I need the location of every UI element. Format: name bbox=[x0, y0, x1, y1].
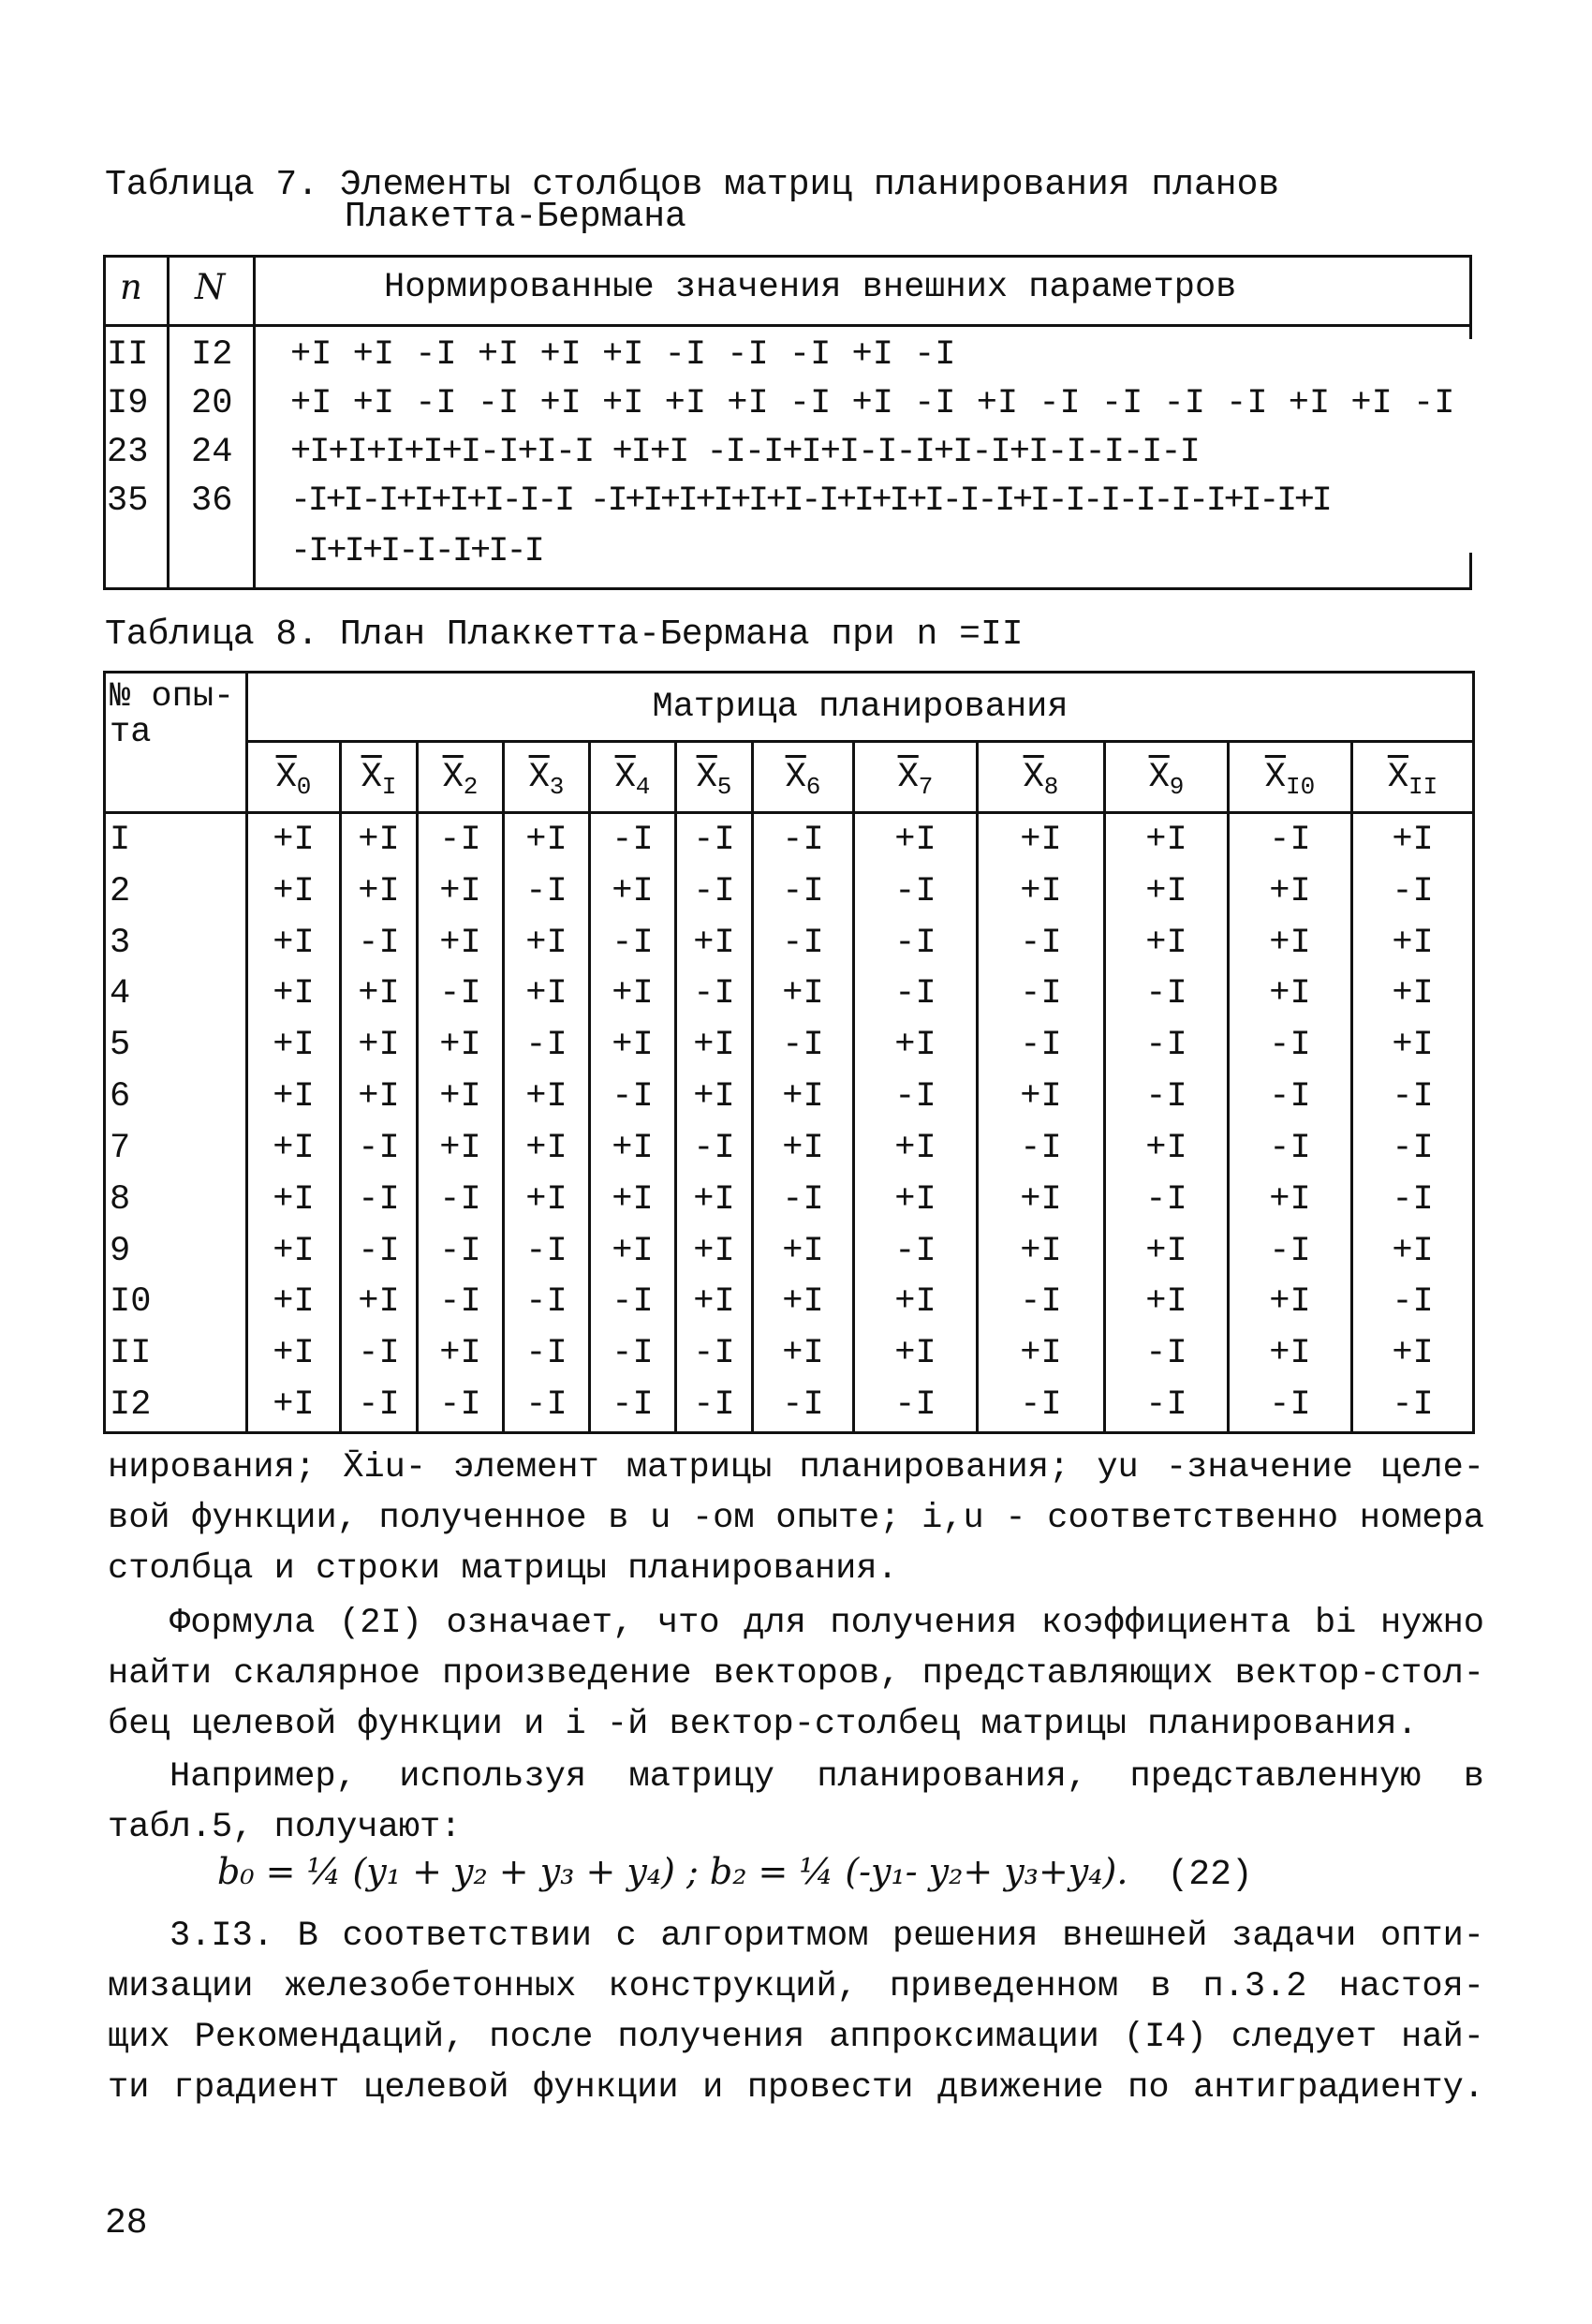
matrix-cell: +I bbox=[1352, 969, 1474, 1020]
matrix-cell: -I bbox=[590, 1328, 676, 1380]
matrix-cell: -I bbox=[590, 813, 676, 866]
table7-row-n: 23 bbox=[107, 433, 149, 472]
table-row bbox=[105, 1020, 1474, 1072]
matrix-cell: +I bbox=[676, 1174, 753, 1225]
matrix-cell: +I bbox=[504, 813, 590, 866]
matrix-cell: +I bbox=[854, 1174, 978, 1225]
matrix-cell: -I bbox=[1105, 1380, 1229, 1433]
matrix-cell: +I bbox=[676, 1225, 753, 1277]
column-header-subscript: 7 bbox=[918, 772, 934, 801]
matrix-cell: -I bbox=[1229, 1380, 1352, 1433]
column-header-symbol: $\overline{X}$ bbox=[528, 757, 550, 797]
matrix-cell: +I bbox=[247, 1380, 341, 1433]
table7-row-values: -I+I-I+I+I+I-I-I -I+I+I+I+I+I-I+I+I+I-I-I+I-I-I-I-I-I+I-I+I bbox=[290, 481, 1330, 521]
matrix-cell: +I bbox=[1105, 917, 1229, 969]
matrix-cell: +I bbox=[676, 1277, 753, 1328]
matrix-cell: -I bbox=[341, 1225, 418, 1277]
matrix-cell: -I bbox=[341, 917, 418, 969]
matrix-cell: +I bbox=[247, 917, 341, 969]
text-line: нирования; X̄iu- элемент матрицы планирования; yu -значение целе- bbox=[108, 1448, 1484, 1488]
experiment-number: I bbox=[105, 813, 247, 866]
matrix-cell: +I bbox=[247, 1225, 341, 1277]
matrix-cell: +I bbox=[247, 1122, 341, 1174]
text-line: ти градиент целевой функции и провести движение по антиградиенту. bbox=[108, 2068, 1484, 2108]
table7 bbox=[103, 255, 1472, 590]
matrix-cell: +I bbox=[418, 1122, 504, 1174]
matrix-cell: +I bbox=[1352, 1328, 1474, 1380]
matrix-cell: +I bbox=[590, 1174, 676, 1225]
matrix-cell: +I bbox=[1352, 813, 1474, 866]
matrix-cell: -I bbox=[753, 1174, 854, 1225]
matrix-cell: -I bbox=[978, 969, 1105, 1020]
text-line: 3.I3. В соответствии с алгоритмом решения внешней задачи опти- bbox=[170, 1917, 1484, 1956]
paragraph-3-13 bbox=[108, 1911, 1484, 2113]
matrix-cell: +I bbox=[418, 866, 504, 917]
experiment-number: 8 bbox=[105, 1174, 247, 1225]
experiment-number: 9 bbox=[105, 1225, 247, 1277]
column-header-symbol: $\overline{X}$ bbox=[696, 757, 717, 797]
column-header-subscript: 9 bbox=[1169, 772, 1185, 801]
experiment-number: 6 bbox=[105, 1072, 247, 1123]
paragraph-formula-21 bbox=[108, 1598, 1484, 1750]
table7-row-N: 20 bbox=[191, 384, 233, 423]
matrix-cell: -I bbox=[1352, 1277, 1474, 1328]
matrix-cell: -I bbox=[676, 866, 753, 917]
table8 bbox=[103, 671, 1472, 1434]
matrix-cell: -I bbox=[753, 917, 854, 969]
matrix-cell: +I bbox=[418, 1072, 504, 1123]
matrix-cell: -I bbox=[978, 917, 1105, 969]
matrix-cell: +I bbox=[590, 969, 676, 1020]
matrix-cell: -I bbox=[418, 1380, 504, 1433]
matrix-cell: -I bbox=[854, 969, 978, 1020]
text-line: найти скалярное произведение векторов, представляющих вектор-стол- bbox=[108, 1654, 1484, 1694]
matrix-cell: -I bbox=[504, 1225, 590, 1277]
table7-header-values: Нормированные значения внешних параметров bbox=[384, 268, 1237, 307]
matrix-cell: +I bbox=[341, 969, 418, 1020]
matrix-cell: -I bbox=[418, 813, 504, 866]
experiment-number: 5 bbox=[105, 1020, 247, 1072]
matrix-cell: -I bbox=[1105, 1328, 1229, 1380]
table7-row-values: +I+I+I+I+I-I+I-I +I+I -I-I+I+I-I-I+I-I+I-I-I-I-I bbox=[290, 433, 1199, 472]
matrix-cell: -I bbox=[1352, 1072, 1474, 1123]
matrix-cell: -I bbox=[418, 969, 504, 1020]
matrix-cell: +I bbox=[854, 1277, 978, 1328]
matrix-cell: +I bbox=[1105, 1122, 1229, 1174]
matrix-cell: +I bbox=[1352, 917, 1474, 969]
text-line: Например, используя матрицу планирования, представленную в bbox=[170, 1757, 1484, 1797]
experiment-number: I2 bbox=[105, 1380, 247, 1433]
matrix-cell: -I bbox=[504, 1380, 590, 1433]
matrix-cell: +I bbox=[753, 1328, 854, 1380]
matrix-cell: -I bbox=[590, 1277, 676, 1328]
column-header-subscript: II bbox=[1408, 772, 1438, 801]
matrix-cell: -I bbox=[978, 1380, 1105, 1433]
paragraph-example bbox=[108, 1752, 1484, 1853]
table8-column-header bbox=[418, 742, 504, 813]
table8-column-header bbox=[1229, 742, 1352, 813]
matrix-cell: +I bbox=[1229, 917, 1352, 969]
text-line: табл.5, получают: bbox=[108, 1808, 462, 1847]
column-header-symbol: $\overline{X}$ bbox=[1023, 757, 1044, 797]
matrix-cell: +I bbox=[753, 1122, 854, 1174]
column-header-subscript: I bbox=[381, 772, 397, 801]
matrix-cell: +I bbox=[247, 1328, 341, 1380]
matrix-cell: +I bbox=[247, 1020, 341, 1072]
matrix-cell: +I bbox=[854, 1020, 978, 1072]
column-header-symbol: $\overline{X}$ bbox=[275, 757, 297, 797]
table-row bbox=[105, 866, 1474, 917]
matrix-cell: -I bbox=[1352, 866, 1474, 917]
text-line: вой функции, полученное в u -ом опыте; i,u - соответственно номера bbox=[108, 1499, 1484, 1538]
table7-row-values-continued: -I+I+I-I-I+I-I bbox=[290, 532, 542, 571]
matrix-cell: -I bbox=[676, 1380, 753, 1433]
matrix-cell: +I bbox=[676, 1020, 753, 1072]
matrix-cell: +I bbox=[590, 1020, 676, 1072]
table8-column-header bbox=[676, 742, 753, 813]
matrix-cell: +I bbox=[341, 1020, 418, 1072]
column-header-subscript: 2 bbox=[463, 772, 479, 801]
matrix-cell: -I bbox=[676, 1122, 753, 1174]
matrix-cell: -I bbox=[1229, 1020, 1352, 1072]
matrix-cell: -I bbox=[1105, 969, 1229, 1020]
column-header-symbol: $\overline{X}$ bbox=[1387, 757, 1409, 797]
table-row bbox=[105, 917, 1474, 969]
matrix-cell: +I bbox=[753, 1225, 854, 1277]
table7-row-N: I2 bbox=[191, 335, 233, 375]
table8-column-header bbox=[341, 742, 418, 813]
matrix-cell: +I bbox=[753, 1072, 854, 1123]
matrix-cell: +I bbox=[504, 1174, 590, 1225]
experiment-number: 3 bbox=[105, 917, 247, 969]
column-header-symbol: $\overline{X}$ bbox=[361, 757, 382, 797]
matrix-cell: -I bbox=[1105, 1174, 1229, 1225]
column-header-symbol: $\overline{X}$ bbox=[1264, 757, 1286, 797]
matrix-cell: -I bbox=[504, 866, 590, 917]
table8-column-header bbox=[1105, 742, 1229, 813]
table7-caption-line2: Плакетта-Бермана bbox=[345, 197, 686, 237]
table8-column-header bbox=[1352, 742, 1474, 813]
table7-caption-line1: Таблица 7. Элементы столбцов матриц планирования планов bbox=[105, 165, 1280, 205]
table-row bbox=[105, 1174, 1474, 1225]
matrix-cell: -I bbox=[590, 1072, 676, 1123]
table8-caption: Таблица 8. План Плаккетта-Бермана при n =II bbox=[105, 614, 1024, 655]
table7-row-N: 36 bbox=[191, 481, 233, 521]
matrix-cell: -I bbox=[1229, 1225, 1352, 1277]
matrix-cell: +I bbox=[978, 866, 1105, 917]
matrix-cell: +I bbox=[418, 1328, 504, 1380]
matrix-cell: -I bbox=[854, 1225, 978, 1277]
experiment-number: I0 bbox=[105, 1277, 247, 1328]
table7-row-values: +I +I -I +I +I +I -I -I -I +I -I bbox=[290, 335, 956, 375]
matrix-cell: +I bbox=[341, 866, 418, 917]
matrix-cell: -I bbox=[418, 1174, 504, 1225]
column-header-subscript: 5 bbox=[716, 772, 732, 801]
matrix-cell: -I bbox=[418, 1225, 504, 1277]
matrix-cell: -I bbox=[341, 1174, 418, 1225]
matrix-cell: +I bbox=[1229, 969, 1352, 1020]
matrix-cell: -I bbox=[1105, 1020, 1229, 1072]
matrix-cell: +I bbox=[854, 813, 978, 866]
matrix-cell: +I bbox=[341, 1072, 418, 1123]
matrix-cell: +I bbox=[247, 813, 341, 866]
matrix-cell: +I bbox=[1229, 1277, 1352, 1328]
matrix-cell: +I bbox=[418, 1020, 504, 1072]
matrix-cell: +I bbox=[676, 1072, 753, 1123]
matrix-cell: +I bbox=[1229, 866, 1352, 917]
text-line: мизации железобетонных конструкций, приведенном в п.3.2 настоя- bbox=[108, 1967, 1484, 2006]
matrix-cell: -I bbox=[753, 1380, 854, 1433]
matrix-cell: -I bbox=[1352, 1380, 1474, 1433]
experiment-number: 7 bbox=[105, 1122, 247, 1174]
matrix-cell: +I bbox=[590, 1122, 676, 1174]
matrix-cell: -I bbox=[854, 917, 978, 969]
table-row bbox=[105, 813, 1474, 866]
matrix-cell: +I bbox=[247, 866, 341, 917]
matrix-cell: +I bbox=[247, 1277, 341, 1328]
matrix-cell: +I bbox=[978, 1174, 1105, 1225]
table7-row-N: 24 bbox=[191, 433, 233, 472]
table-row bbox=[105, 1328, 1474, 1380]
matrix-cell: +I bbox=[854, 1122, 978, 1174]
column-header-symbol: $\overline{X}$ bbox=[785, 757, 806, 797]
table8-column-header bbox=[854, 742, 978, 813]
matrix-cell: -I bbox=[1229, 1122, 1352, 1174]
matrix-cell: -I bbox=[341, 1328, 418, 1380]
matrix-cell: +I bbox=[247, 969, 341, 1020]
matrix-cell: +I bbox=[504, 969, 590, 1020]
matrix-cell: -I bbox=[978, 1122, 1105, 1174]
column-header-subscript: 3 bbox=[549, 772, 565, 801]
table8-column-header bbox=[504, 742, 590, 813]
matrix-cell: +I bbox=[978, 813, 1105, 866]
matrix-cell: -I bbox=[753, 1020, 854, 1072]
matrix-cell: +I bbox=[1352, 1020, 1474, 1072]
matrix-cell: -I bbox=[590, 1380, 676, 1433]
matrix-cell: +I bbox=[1105, 813, 1229, 866]
matrix-cell: +I bbox=[504, 1072, 590, 1123]
matrix-cell: -I bbox=[504, 1020, 590, 1072]
experiment-number: 2 bbox=[105, 866, 247, 917]
matrix-cell: -I bbox=[1352, 1122, 1474, 1174]
table8-column-header bbox=[753, 742, 854, 813]
table7-row-n: II bbox=[107, 335, 149, 375]
matrix-cell: +I bbox=[341, 813, 418, 866]
matrix-cell: +I bbox=[247, 1174, 341, 1225]
table-row bbox=[105, 1225, 1474, 1277]
matrix-cell: +I bbox=[504, 1122, 590, 1174]
text-line: щих Рекомендаций, после получения аппроксимации (I4) следует най- bbox=[108, 2018, 1484, 2057]
column-header-symbol: $\overline{X}$ bbox=[442, 757, 464, 797]
column-header-symbol: $\overline{X}$ bbox=[614, 757, 636, 797]
table8-header-experiment: № опы-та bbox=[105, 673, 247, 813]
text-line: столбца и строки матрицы планирования. bbox=[108, 1549, 898, 1589]
paragraph-definitions bbox=[108, 1443, 1484, 1594]
formula-number: (22) bbox=[1167, 1855, 1253, 1895]
table-row bbox=[105, 1380, 1474, 1433]
matrix-cell: +I bbox=[1229, 1328, 1352, 1380]
matrix-cell: -I bbox=[1352, 1174, 1474, 1225]
matrix-cell: -I bbox=[590, 917, 676, 969]
matrix-cell: +I bbox=[1105, 1225, 1229, 1277]
matrix-cell: +I bbox=[590, 1225, 676, 1277]
table7-header-n: n bbox=[120, 267, 142, 307]
table8-column-header bbox=[590, 742, 676, 813]
matrix-cell: -I bbox=[418, 1277, 504, 1328]
matrix-cell: -I bbox=[854, 866, 978, 917]
matrix-cell: -I bbox=[1229, 813, 1352, 866]
matrix-cell: -I bbox=[341, 1380, 418, 1433]
table7-row-n: I9 bbox=[107, 384, 149, 423]
matrix-cell: +I bbox=[978, 1225, 1105, 1277]
matrix-cell: +I bbox=[504, 917, 590, 969]
column-header-subscript: 6 bbox=[805, 772, 821, 801]
matrix-cell: +I bbox=[418, 917, 504, 969]
table7-row-n: 35 bbox=[107, 481, 149, 521]
matrix-cell: +I bbox=[1229, 1174, 1352, 1225]
matrix-cell: +I bbox=[978, 1328, 1105, 1380]
table-row bbox=[105, 1277, 1474, 1328]
matrix-cell: -I bbox=[676, 813, 753, 866]
matrix-cell: +I bbox=[676, 917, 753, 969]
matrix-cell: -I bbox=[676, 969, 753, 1020]
text-line: Формула (2I) означает, что для получения коэффициента bi нужно bbox=[170, 1604, 1484, 1643]
table7-header-N: N bbox=[195, 267, 226, 307]
table-row bbox=[105, 1072, 1474, 1123]
experiment-number: 4 bbox=[105, 969, 247, 1020]
column-header-subscript: I0 bbox=[1286, 772, 1316, 801]
table8-column-header bbox=[247, 742, 341, 813]
table-row bbox=[105, 1122, 1474, 1174]
matrix-cell: +I bbox=[341, 1277, 418, 1328]
matrix-cell: -I bbox=[504, 1277, 590, 1328]
table8-header-matrix: Матрица планирования bbox=[247, 673, 1474, 742]
column-header-subscript: 4 bbox=[635, 772, 651, 801]
column-header-symbol: $\overline{X}$ bbox=[1148, 757, 1170, 797]
page-number: 28 bbox=[105, 2203, 148, 2243]
matrix-cell: -I bbox=[753, 866, 854, 917]
matrix-cell: -I bbox=[854, 1072, 978, 1123]
formula-22 bbox=[217, 1851, 1253, 1895]
matrix-cell: -I bbox=[341, 1122, 418, 1174]
table-row bbox=[105, 969, 1474, 1020]
matrix-cell: +I bbox=[978, 1072, 1105, 1123]
matrix-cell: -I bbox=[1105, 1072, 1229, 1123]
column-header-subscript: 8 bbox=[1043, 772, 1059, 801]
table7-row-values: +I +I -I -I +I +I +I +I -I +I -I +I -I -I -I -I +I +I -I bbox=[290, 384, 1455, 423]
matrix-cell: +I bbox=[854, 1328, 978, 1380]
matrix-cell: -I bbox=[1229, 1072, 1352, 1123]
matrix-cell: +I bbox=[753, 1277, 854, 1328]
matrix-cell: +I bbox=[590, 866, 676, 917]
experiment-number: II bbox=[105, 1328, 247, 1380]
matrix-cell: +I bbox=[1352, 1225, 1474, 1277]
matrix-cell: +I bbox=[1105, 866, 1229, 917]
matrix-cell: -I bbox=[854, 1380, 978, 1433]
matrix-cell: -I bbox=[504, 1328, 590, 1380]
matrix-cell: -I bbox=[676, 1328, 753, 1380]
column-header-subscript: 0 bbox=[296, 772, 312, 801]
matrix-cell: +I bbox=[753, 969, 854, 1020]
matrix-cell: -I bbox=[753, 813, 854, 866]
matrix-cell: +I bbox=[247, 1072, 341, 1123]
column-header-symbol: $\overline{X}$ bbox=[897, 757, 919, 797]
matrix-cell: +I bbox=[1105, 1277, 1229, 1328]
formula-expression: b₀ = ¼ (y₁ + y₂ + y₃ + y₄) ; b₂ = ¼ (-y₁- y₂+ y₃+y₄). bbox=[217, 1851, 1128, 1892]
text-line: бец целевой функции и i -й вектор-столбец матрицы планирования. bbox=[108, 1705, 1418, 1744]
matrix-cell: -I bbox=[978, 1277, 1105, 1328]
table8-column-header bbox=[978, 742, 1105, 813]
matrix-cell: -I bbox=[978, 1020, 1105, 1072]
